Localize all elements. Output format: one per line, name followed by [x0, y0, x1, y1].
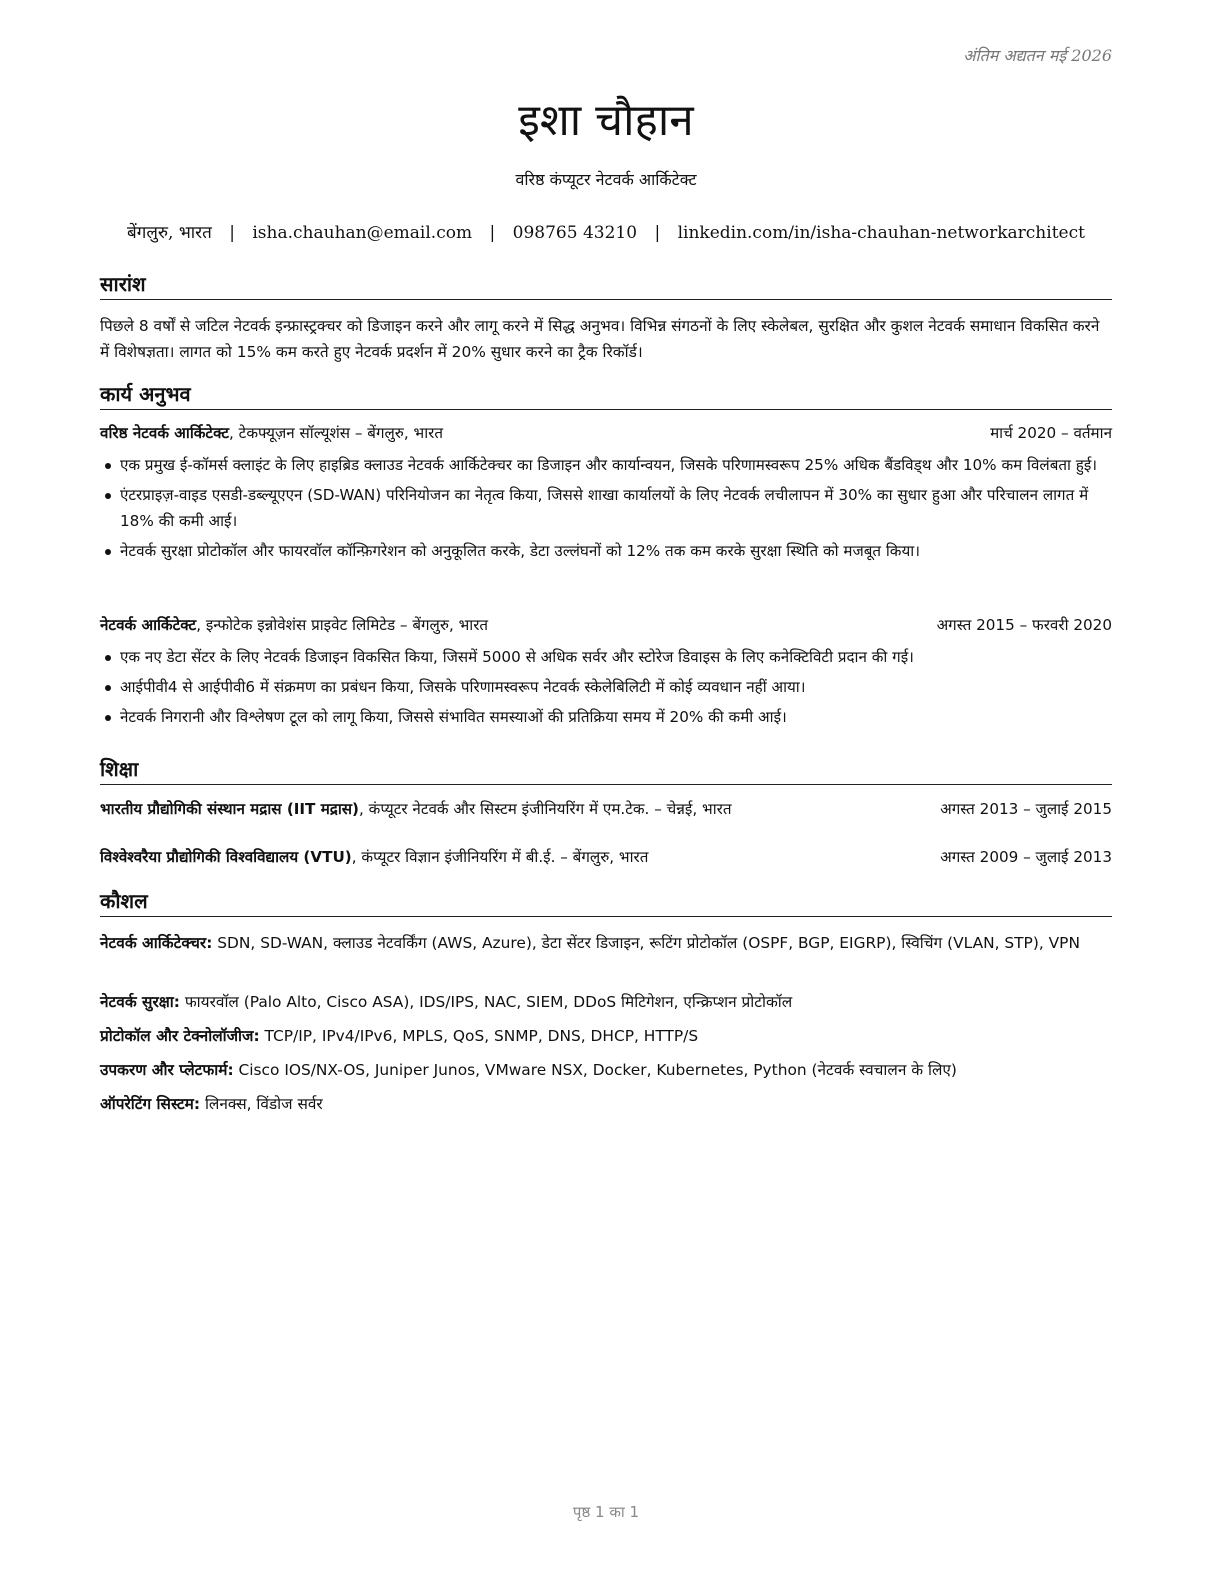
- skill-item: [100, 1057, 1112, 1083]
- candidate-title: वरिष्ठ कंप्यूटर नेटवर्क आर्किटेक्ट: [515, 170, 697, 189]
- skill-value: SDN, SD-WAN, क्लाउड नेटवर्किंग (AWS, Azure), डेटा सेंटर डिजाइन, रूटिंग प्रोटोकॉल (OSPF, BGP, EIGRP), स्विचिंग (VLAN, STP), VPN: [212, 934, 1080, 952]
- skills-heading: कौशल: [100, 887, 1112, 917]
- skill-value: Cisco IOS/NX-OS, Juniper Junos, VMware NSX, Docker, Kubernetes, Python (नेटवर्क स्वचालन के लिए): [233, 1061, 957, 1079]
- skill-item: [100, 1091, 1112, 1117]
- education-dates: अगस्त 2009 – जुलाई 2013: [940, 848, 1112, 866]
- contact-location: बेंगलुरु, भारत: [127, 223, 212, 243]
- separator: |: [229, 223, 235, 243]
- job-role: वरिष्ठ नेटवर्क आर्किटेक्ट: [100, 424, 230, 442]
- job-bullets: [100, 452, 1112, 568]
- skill-item: [100, 930, 1112, 956]
- summary-heading: सारांश: [100, 270, 1112, 300]
- job-bullet: नेटवर्क निगरानी और विश्लेषण टूल को लागू किया, जिससे संभावित समस्याओं की प्रतिक्रिया समय में 20% की कमी आई।: [100, 704, 1112, 730]
- job-bullet: आईपीवी4 से आईपीवी6 में संक्रमण का प्रबंधन किया, जिसके परिणामस्वरूप नेटवर्क स्केलेबिलिटी में कोई व्यवधान नहीं आया।: [100, 674, 1112, 700]
- candidate-name: इशा चौहान: [518, 95, 694, 146]
- separator: |: [489, 223, 496, 243]
- skill-value: लिनक्स, विंडोज सर्वर: [200, 1095, 323, 1113]
- job-header: [100, 615, 1112, 635]
- contact-phone: 098765 43210: [512, 223, 638, 243]
- education-dates: अगस्त 2013 – जुलाई 2015: [940, 800, 1112, 818]
- education-heading: शिक्षा: [100, 755, 1112, 785]
- experience-heading: कार्य अनुभव: [100, 380, 1112, 410]
- skill-item: [100, 989, 1112, 1015]
- job-bullet: नेटवर्क सुरक्षा प्रोटोकॉल और फायरवॉल कॉन्फ़िगरेशन को अनुकूलित करके, डेटा उल्लंघनों को 12% तक कम करके सुरक्षा स्थिति को मजबूत किया।: [100, 538, 1112, 564]
- job-dates: मार्च 2020 – वर्तमान: [990, 424, 1112, 442]
- skill-value: फायरवॉल (Palo Alto, Cisco ASA), IDS/IPS, NAC, SIEM, DDoS मिटिगेशन, एन्क्रिप्शन प्रोटोकॉल: [179, 993, 793, 1011]
- contact-email[interactable]: isha.chauhan@email.com: [252, 223, 473, 243]
- contact-linkedin[interactable]: linkedin.com/in/isha-chauhan-networkarchitect: [677, 223, 1085, 243]
- skill-label: ऑपरेटिंग सिस्टम:: [100, 1095, 201, 1113]
- job-role: नेटवर्क आर्किटेक्ट: [100, 616, 197, 634]
- job-dates: अगस्त 2015 – फरवरी 2020: [936, 616, 1112, 634]
- job-bullet: एक नए डेटा सेंटर के लिए नेटवर्क डिजाइन विकसित किया, जिसमें 5000 से अधिक सर्वर और स्टोरेज डिवाइस के लिए कनेक्टिविटी प्रदान की गई।: [100, 644, 1112, 670]
- skill-label: नेटवर्क सुरक्षा:: [100, 993, 180, 1011]
- education-details: , कंप्यूटर विज्ञान इंजीनियरिंग में बी.ई. – बेंगलुरु, भारत: [351, 848, 649, 866]
- education-item: [100, 799, 1112, 819]
- skill-label: नेटवर्क आर्किटेक्चर:: [100, 934, 213, 952]
- education-item: [100, 847, 1112, 867]
- skill-label: प्रोटोकॉल और टेक्नोलॉजीज:: [100, 1027, 260, 1045]
- education-institution: भारतीय प्रौद्योगिकी संस्थान मद्रास (IIT मद्रास): [100, 800, 359, 818]
- separator: |: [654, 223, 661, 243]
- contact-line: [100, 220, 1112, 243]
- summary-text: पिछले 8 वर्षों से जटिल नेटवर्क इन्फ्रास्ट्रक्चर को डिजाइन करने और लागू करने में सिद्ध अनुभव। विभिन्न संगठनों के लिए स्केलेबल, सुरक्षित और कुशल नेटवर्क समाधान विकसित करने में विशेषज्ञता। लागत को 15% कम करते हुए नेटवर्क प्रदर्शन में 20% सुधार करने का ट्रैक रिकॉर्ड।: [100, 317, 1100, 361]
- job-header: [100, 423, 1112, 443]
- job-bullet: एंटरप्राइज़-वाइड एसडी-डब्ल्यूएएन (SD-WAN) परिनियोजन का नेतृत्व किया, जिससे शाखा कार्यालयों के लिए नेटवर्क लचीलापन में 30% का सुधार हुआ और परिचालन लागत में 18% की कमी आई।: [100, 482, 1112, 534]
- page-number: पृष्ठ 1 का 1: [572, 1503, 640, 1521]
- last-updated: अंतिम अद्यतन मई 2026: [963, 46, 1112, 65]
- skill-label: उपकरण और प्लेटफार्म:: [100, 1061, 234, 1079]
- job-company: , टेकफ्यूज़न सॉल्यूशंस – बेंगलुरु, भारत: [229, 424, 444, 442]
- job-bullet: एक प्रमुख ई-कॉमर्स क्लाइंट के लिए हाइब्रिड क्लाउड नेटवर्क आर्किटेक्चर का डिजाइन और कार्यान्वयन, जिसके परिणामस्वरूप 25% अधिक बैंडविड्थ और 10% कम विलंबता हुई।: [100, 452, 1112, 478]
- skill-item: [100, 1023, 1112, 1049]
- job-company: , इन्फोटेक इन्नोवेशंस प्राइवेट लिमिटेड – बेंगलुरु, भारत: [196, 616, 489, 634]
- skill-value: TCP/IP, IPv4/IPv6, MPLS, QoS, SNMP, DNS, DHCP, HTTP/S: [259, 1027, 699, 1045]
- job-bullets: [100, 644, 1112, 734]
- education-institution: विश्वेश्वरैया प्रौद्योगिकी विश्वविद्यालय (VTU): [100, 848, 352, 866]
- education-details: , कंप्यूटर नेटवर्क और सिस्टम इंजीनियरिंग में एम.टेक. – चेन्नई, भारत: [359, 800, 732, 818]
